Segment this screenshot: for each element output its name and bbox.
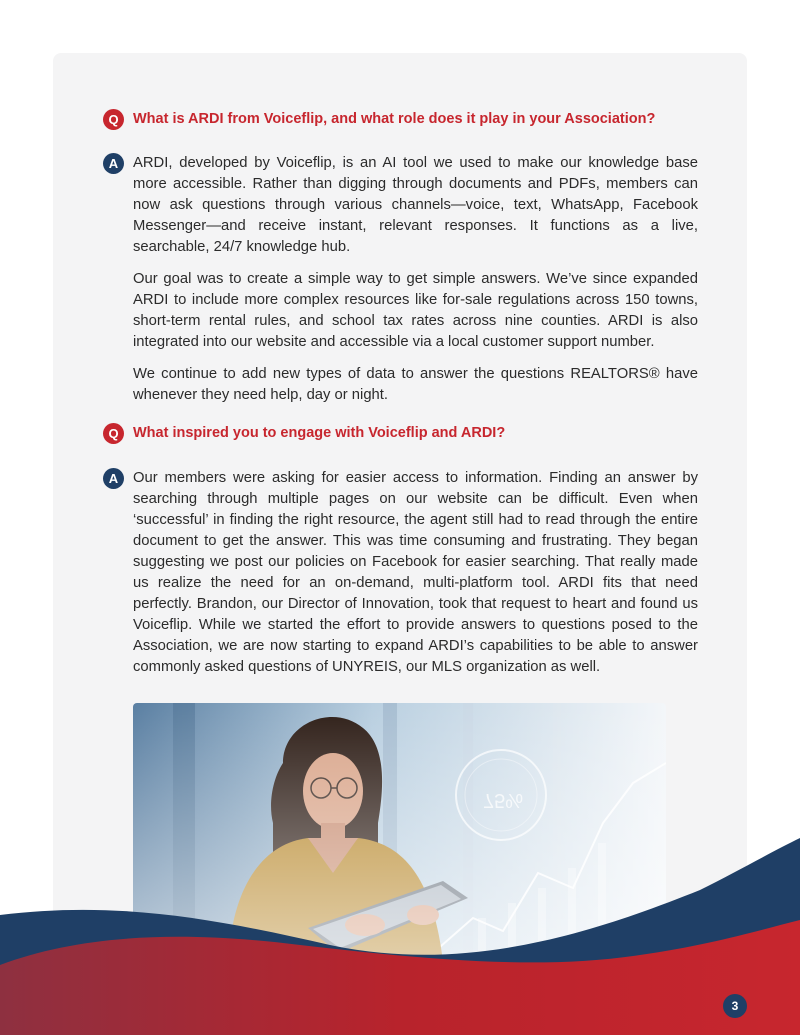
question-badge: Q xyxy=(103,109,124,130)
page-number: 3 xyxy=(723,994,747,1018)
answer-badge: A xyxy=(103,468,124,489)
answer-paragraph: Our members were asking for easier access to information. Finding an answer by searching through multiple pages on our website can be difficult. Even when ‘successful’ in finding the right resource, the agent still had to read through the entire document to get the answer. This was time consuming and frustrating. They began suggesting we post our policies on Facebook for easier searching. That really made us realize the need for an on-demand, multi-platform tool. ARDI fits that need perfectly. Brandon, our Director of Innovation, took that request to heart and found us Voiceflip. While we started the effort to provide answers to questions posed to the Association, we are now starting to expand ARDI’s capabilities to be able to answer commonly asked questions of UNYREIS, our MLS organization as well. xyxy=(133,470,698,675)
bottom-wave-decoration xyxy=(0,820,800,1035)
answer-badge: A xyxy=(103,153,124,174)
answer-text xyxy=(133,468,698,689)
answer-paragraph: We continue to add new types of data to answer the questions REALTORS® have whenever they need help, day or night. xyxy=(133,366,698,403)
question-heading: What is ARDI from Voiceflip, and what role does it play in your Association? xyxy=(133,111,656,127)
question-badge: Q xyxy=(103,423,124,444)
question-heading: What inspired you to engage with Voiceflip and ARDI? xyxy=(133,425,506,441)
answer-paragraph: ARDI, developed by Voiceflip, is an AI tool we used to make our knowledge base more accessible. Rather than digging through documents and PDFs, members can now ask questions through various channels—voice, text, WhatsApp, Facebook Messenger—and receive instant, relevant responses. It functions as a live, searchable, 24/7 knowledge hub. xyxy=(133,155,698,255)
answer-text xyxy=(133,153,698,417)
answer-paragraph: Our goal was to create a simple way to get simple answers. We’ve since expanded ARDI to include more complex resources like for-sale regulations across 150 towns, short-term rental rules, and school tax rates across nine counties. ARDI is also integrated into our website and accessible via a local customer support number. xyxy=(133,271,698,350)
